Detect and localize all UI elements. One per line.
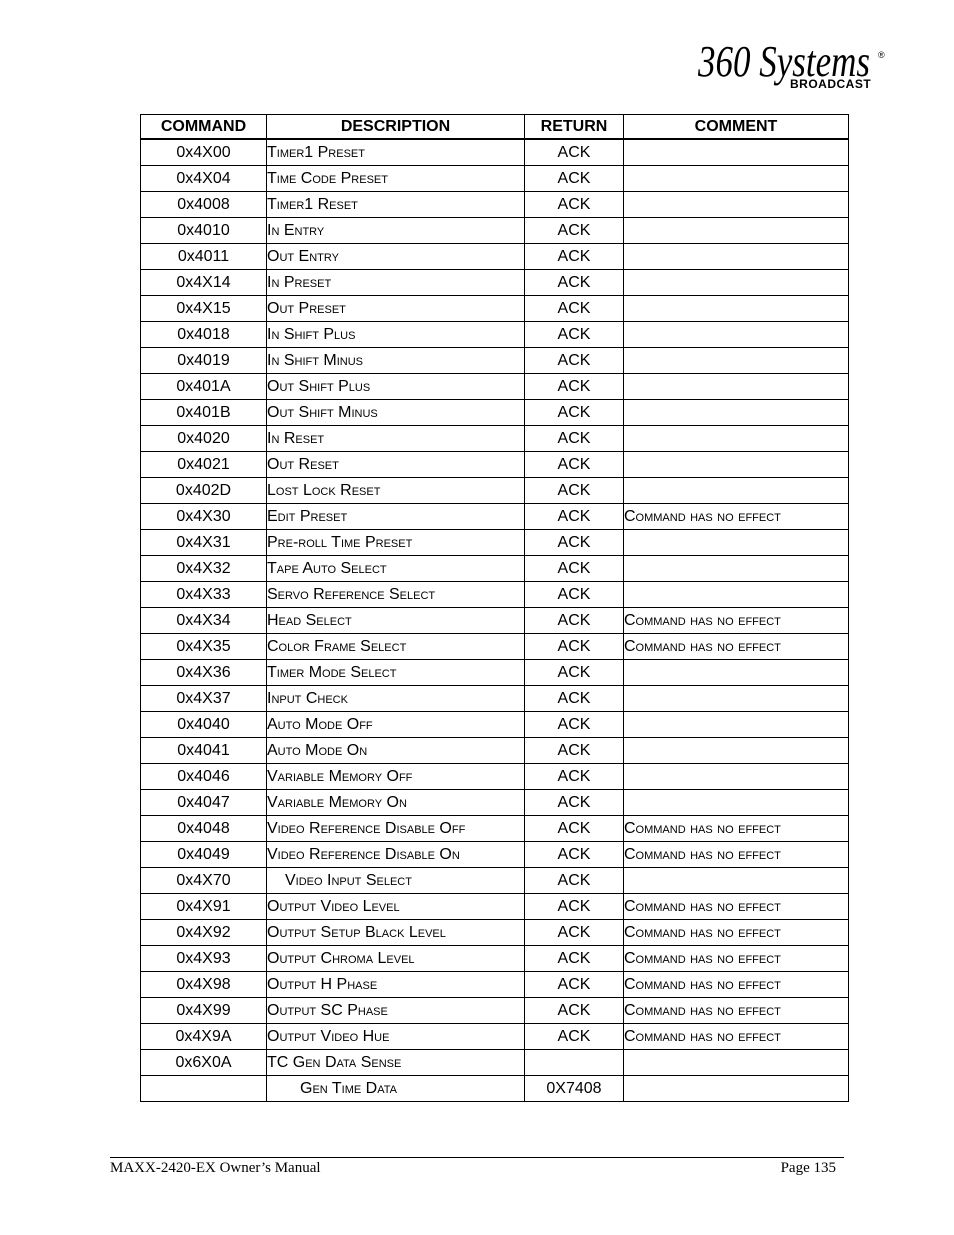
table-row (141, 738, 849, 764)
command-cell: 0x4020 (141, 426, 267, 452)
description-cell: TC Gen Data Sense (267, 1050, 525, 1076)
comment-cell: Command has no effect (624, 998, 849, 1024)
return-cell: ACK (525, 972, 624, 998)
table-row (141, 816, 849, 842)
table-row (141, 296, 849, 322)
description-cell: In Entry (267, 218, 525, 244)
description-cell: Time Code Preset (267, 166, 525, 192)
command-cell: 0x4049 (141, 842, 267, 868)
comment-cell (624, 192, 849, 218)
comment-cell (624, 452, 849, 478)
comment-cell (624, 166, 849, 192)
command-cell: 0x4X33 (141, 582, 267, 608)
table-row (141, 790, 849, 816)
description-cell: Tape Auto Select (267, 556, 525, 582)
command-cell: 0x4021 (141, 452, 267, 478)
comment-cell: Command has no effect (624, 1024, 849, 1050)
comment-cell (624, 1076, 849, 1102)
command-cell: 0x4X34 (141, 608, 267, 634)
description-cell: Timer Mode Select (267, 660, 525, 686)
table-row (141, 894, 849, 920)
header-comment: COMMENT (624, 115, 849, 140)
company-logo (694, 38, 889, 96)
description-cell: In Reset (267, 426, 525, 452)
comment-cell: Command has no effect (624, 842, 849, 868)
description-cell: Variable Memory On (267, 790, 525, 816)
return-cell: ACK (525, 764, 624, 790)
logo-subline: BROADCAST (790, 77, 872, 91)
table-row (141, 1024, 849, 1050)
command-cell: 0x4X98 (141, 972, 267, 998)
table-row (141, 556, 849, 582)
description-cell: Servo Reference Select (267, 582, 525, 608)
description-cell: Variable Memory Off (267, 764, 525, 790)
command-cell: 0x4X36 (141, 660, 267, 686)
command-cell: 0x4X92 (141, 920, 267, 946)
table-row (141, 998, 849, 1024)
table-row (141, 348, 849, 374)
return-cell: ACK (525, 244, 624, 270)
description-cell: Pre-roll Time Preset (267, 530, 525, 556)
description-cell: Out Preset (267, 296, 525, 322)
return-cell: ACK (525, 842, 624, 868)
logo-graphic (694, 38, 889, 96)
table-row (141, 530, 849, 556)
command-cell: 0x4X15 (141, 296, 267, 322)
command-cell: 0x4008 (141, 192, 267, 218)
return-cell: ACK (525, 374, 624, 400)
comment-cell (624, 244, 849, 270)
command-cell: 0x4X93 (141, 946, 267, 972)
description-cell: Video Input Select (267, 868, 525, 894)
header-description: DESCRIPTION (267, 115, 525, 140)
return-cell: ACK (525, 738, 624, 764)
command-cell: 0x4047 (141, 790, 267, 816)
description-cell: Out Shift Plus (267, 374, 525, 400)
table-row (141, 504, 849, 530)
table-row (141, 452, 849, 478)
command-cell: 0x4X35 (141, 634, 267, 660)
description-cell: Gen Time Data (267, 1076, 525, 1102)
return-cell: ACK (525, 1024, 624, 1050)
return-cell: ACK (525, 556, 624, 582)
table-row (141, 634, 849, 660)
table-row (141, 322, 849, 348)
command-cell: 0x4048 (141, 816, 267, 842)
command-cell: 0x4011 (141, 244, 267, 270)
return-cell: ACK (525, 348, 624, 374)
table-row (141, 244, 849, 270)
description-cell: In Shift Plus (267, 322, 525, 348)
return-cell: ACK (525, 660, 624, 686)
comment-cell (624, 348, 849, 374)
description-cell: Output H Phase (267, 972, 525, 998)
description-cell: Lost Lock Reset (267, 478, 525, 504)
comment-cell (624, 218, 849, 244)
return-cell: ACK (525, 998, 624, 1024)
comment-cell (624, 1050, 849, 1076)
table-row (141, 868, 849, 894)
return-cell: ACK (525, 712, 624, 738)
command-cell: 0x401B (141, 400, 267, 426)
command-cell: 0x402D (141, 478, 267, 504)
header-command: COMMAND (141, 115, 267, 140)
command-cell: 0x401A (141, 374, 267, 400)
footer-rule (110, 1157, 844, 1158)
return-cell: ACK (525, 608, 624, 634)
registered-mark: ® (878, 50, 885, 60)
command-cell: 0x4041 (141, 738, 267, 764)
return-cell: ACK (525, 296, 624, 322)
description-cell: Video Reference Disable On (267, 842, 525, 868)
table-row (141, 842, 849, 868)
return-cell: ACK (525, 582, 624, 608)
table-row (141, 270, 849, 296)
comment-cell (624, 322, 849, 348)
table-row (141, 139, 849, 166)
comment-cell: Command has no effect (624, 816, 849, 842)
description-cell: Timer1 Preset (267, 139, 525, 166)
return-cell: ACK (525, 218, 624, 244)
comment-cell (624, 530, 849, 556)
command-cell: 0x4X00 (141, 139, 267, 166)
table-row (141, 400, 849, 426)
command-cell: 0x4X91 (141, 894, 267, 920)
comment-cell (624, 556, 849, 582)
table-row (141, 478, 849, 504)
command-cell: 0x4X37 (141, 686, 267, 712)
header-return: RETURN (525, 115, 624, 140)
comment-cell: Command has no effect (624, 972, 849, 998)
return-cell: ACK (525, 868, 624, 894)
comment-cell (624, 660, 849, 686)
description-cell: In Shift Minus (267, 348, 525, 374)
return-cell: ACK (525, 192, 624, 218)
footer-page-number: Page 135 (780, 1160, 836, 1176)
comment-cell (624, 426, 849, 452)
comment-cell (624, 374, 849, 400)
return-cell: ACK (525, 504, 624, 530)
table-row (141, 1076, 849, 1102)
comment-cell (624, 139, 849, 166)
description-cell: Out Shift Minus (267, 400, 525, 426)
comment-cell (624, 582, 849, 608)
description-cell: Auto Mode On (267, 738, 525, 764)
comment-cell: Command has no effect (624, 920, 849, 946)
table-row (141, 660, 849, 686)
return-cell: ACK (525, 452, 624, 478)
return-cell: ACK (525, 400, 624, 426)
command-cell: 0x4010 (141, 218, 267, 244)
comment-cell (624, 478, 849, 504)
command-cell: 0x4046 (141, 764, 267, 790)
description-cell: Timer1 Reset (267, 192, 525, 218)
return-cell: ACK (525, 816, 624, 842)
return-cell: ACK (525, 478, 624, 504)
table-row (141, 582, 849, 608)
command-cell: 0x4X04 (141, 166, 267, 192)
table-row (141, 608, 849, 634)
command-cell: 0x4X70 (141, 868, 267, 894)
description-cell: Output Video Hue (267, 1024, 525, 1050)
comment-cell (624, 790, 849, 816)
comment-cell (624, 686, 849, 712)
table-row (141, 1050, 849, 1076)
description-cell: Input Check (267, 686, 525, 712)
comment-cell: Command has no effect (624, 504, 849, 530)
comment-cell (624, 868, 849, 894)
command-cell: 0x4X14 (141, 270, 267, 296)
description-cell: Auto Mode Off (267, 712, 525, 738)
comment-cell: Command has no effect (624, 608, 849, 634)
comment-cell (624, 738, 849, 764)
command-table (140, 114, 849, 1102)
comment-cell (624, 400, 849, 426)
table-row (141, 374, 849, 400)
description-cell: Output SC Phase (267, 998, 525, 1024)
description-cell: In Preset (267, 270, 525, 296)
comment-cell: Command has no effect (624, 634, 849, 660)
return-cell: ACK (525, 686, 624, 712)
return-cell: ACK (525, 166, 624, 192)
table-row (141, 218, 849, 244)
table-row (141, 972, 849, 998)
description-cell: Color Frame Select (267, 634, 525, 660)
table-row (141, 920, 849, 946)
return-cell: ACK (525, 920, 624, 946)
table-row (141, 686, 849, 712)
table-header-row (141, 115, 849, 140)
command-cell (141, 1076, 267, 1102)
command-cell: 0x4040 (141, 712, 267, 738)
comment-cell: Command has no effect (624, 946, 849, 972)
description-cell: Video Reference Disable Off (267, 816, 525, 842)
description-cell: Edit Preset (267, 504, 525, 530)
command-cell: 0x4X31 (141, 530, 267, 556)
table-row (141, 946, 849, 972)
return-cell: ACK (525, 894, 624, 920)
return-cell: ACK (525, 790, 624, 816)
table-row (141, 712, 849, 738)
return-cell: ACK (525, 322, 624, 348)
command-cell: 0x4X30 (141, 504, 267, 530)
comment-cell: Command has no effect (624, 894, 849, 920)
command-cell: 0x4018 (141, 322, 267, 348)
return-cell: ACK (525, 139, 624, 166)
command-cell: 0x6X0A (141, 1050, 267, 1076)
comment-cell (624, 270, 849, 296)
return-cell (525, 1050, 624, 1076)
return-cell: ACK (525, 946, 624, 972)
table-row (141, 426, 849, 452)
return-cell: ACK (525, 634, 624, 660)
return-cell: ACK (525, 530, 624, 556)
description-cell: Output Chroma Level (267, 946, 525, 972)
command-cell: 0x4X99 (141, 998, 267, 1024)
return-cell: ACK (525, 270, 624, 296)
logo-wordmark: 360 Systems (697, 38, 870, 86)
footer-manual-title: MAXX-2420-EX Owner’s Manual (110, 1160, 321, 1176)
table-row (141, 166, 849, 192)
comment-cell (624, 712, 849, 738)
command-cell: 0x4X9A (141, 1024, 267, 1050)
command-cell: 0x4019 (141, 348, 267, 374)
description-cell: Output Video Level (267, 894, 525, 920)
table-row (141, 192, 849, 218)
command-cell: 0x4X32 (141, 556, 267, 582)
description-cell: Output Setup Black Level (267, 920, 525, 946)
comment-cell (624, 296, 849, 322)
description-cell: Out Reset (267, 452, 525, 478)
table-row (141, 764, 849, 790)
description-cell: Out Entry (267, 244, 525, 270)
description-cell: Head Select (267, 608, 525, 634)
comment-cell (624, 764, 849, 790)
return-cell: 0X7408 (525, 1076, 624, 1102)
return-cell: ACK (525, 426, 624, 452)
